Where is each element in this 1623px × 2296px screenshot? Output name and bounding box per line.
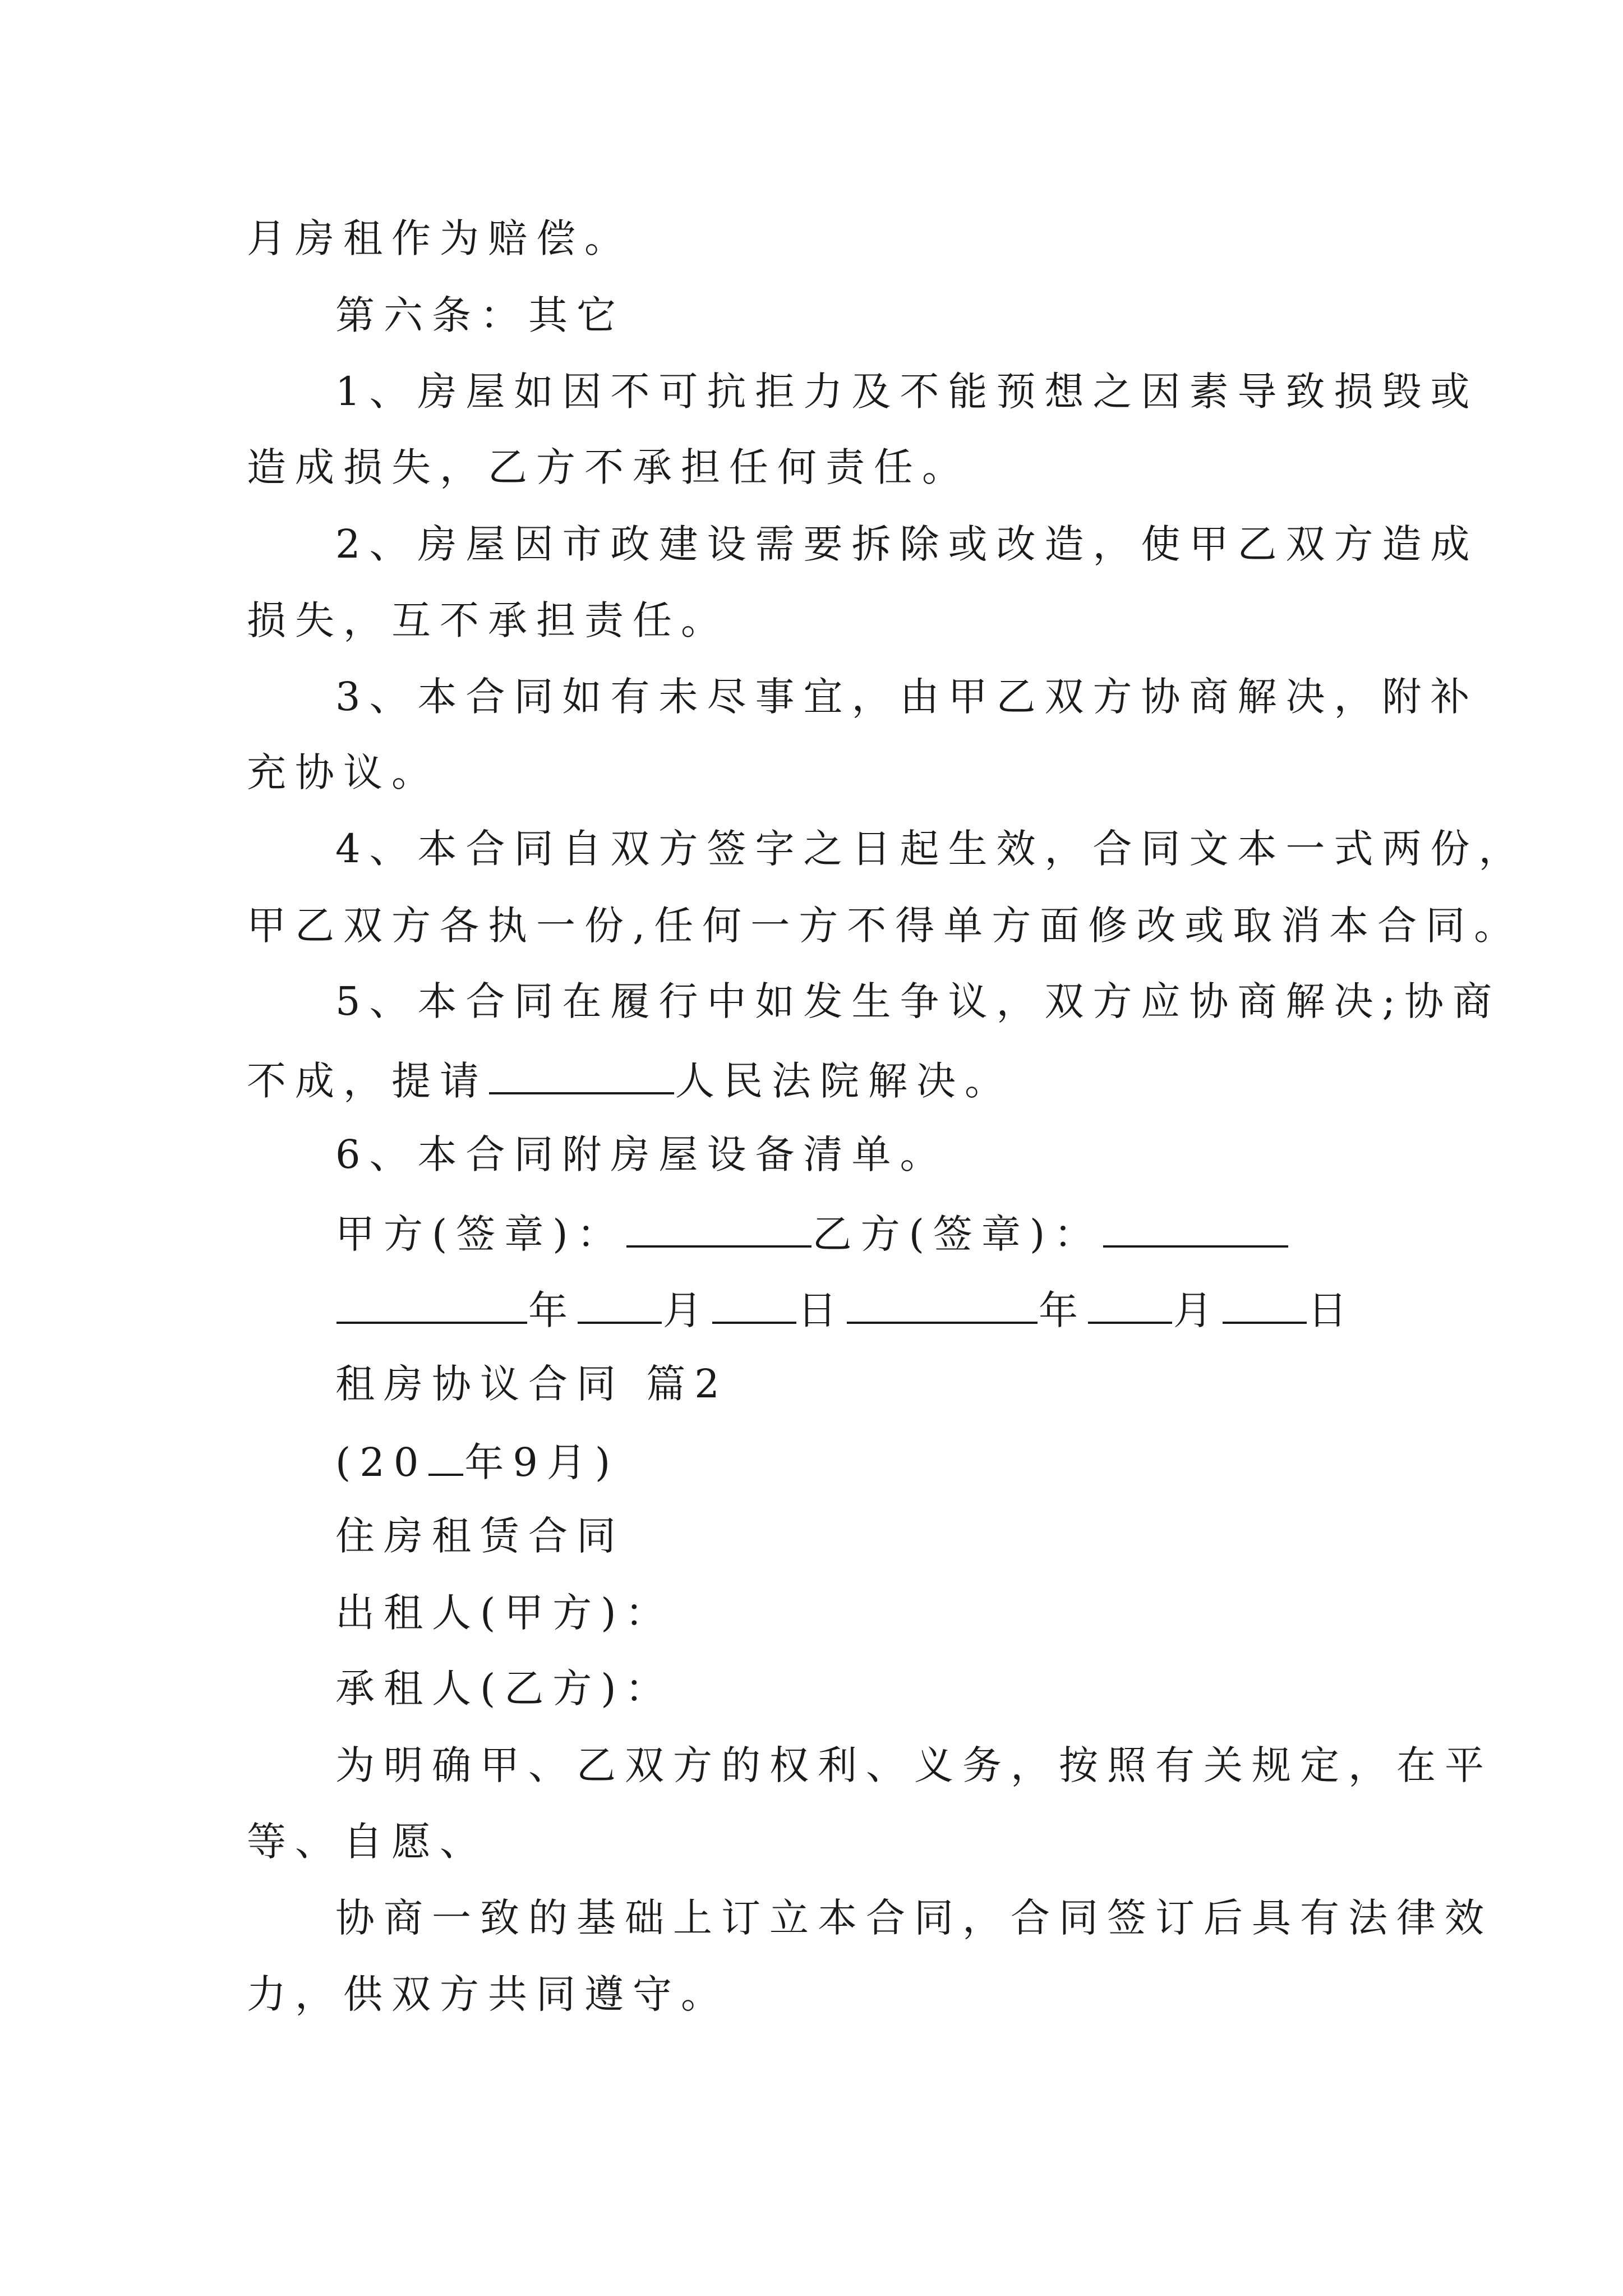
clause-1: 1、房屋如因不可抗拒力及不能预想之因素导致损毁或	[335, 369, 1479, 415]
clause-2-cont: 损失，互不承担责任。	[247, 597, 729, 643]
clause-3: 3、本合同如有未尽事宜，由甲乙双方协商解决，附补	[335, 674, 1479, 720]
clause-2: 2、房屋因市政建设需要拆除或改造，使甲乙双方造成	[335, 521, 1479, 567]
preamble-1-cont: 等、自愿、	[247, 1819, 488, 1865]
year-label-b: 年	[1039, 1287, 1087, 1333]
month-blank-a	[578, 1288, 662, 1324]
clause-5-cont	[247, 1058, 1013, 1104]
party-b-sign-label: 乙方(签章)：	[812, 1211, 1103, 1257]
month-label-b: 月	[1173, 1287, 1221, 1333]
clause-6: 6、本合同附房屋设备清单。	[335, 1131, 948, 1177]
contract-date-b: 年9月)	[464, 1439, 620, 1485]
clause-5-text-a: 不成，提请	[247, 1058, 488, 1104]
contract-date-a: (20	[335, 1439, 428, 1485]
clause-1-cont: 造成损失，乙方不承担任何责任。	[247, 444, 970, 490]
party-a-sign-label: 甲方(签章)：	[335, 1211, 625, 1257]
date-line	[335, 1287, 1356, 1333]
clause-3-cont: 充协议。	[247, 749, 440, 795]
clause-5: 5、本合同在履行中如发生争议，双方应协商解决;协商	[335, 978, 1501, 1024]
lessor-label: 出租人(甲方)：	[335, 1590, 674, 1636]
party-b-sign-blank	[1103, 1212, 1288, 1248]
day-blank-a	[712, 1288, 796, 1324]
signature-line	[335, 1211, 1289, 1257]
contract-title: 租房协议合同 篇2	[335, 1361, 728, 1407]
day-blank-b	[1223, 1288, 1307, 1324]
day-label-a: 日	[797, 1287, 846, 1333]
contract-date	[335, 1439, 620, 1485]
party-a-sign-blank	[626, 1212, 811, 1248]
preamble-2: 协商一致的基础上订立本合同，合同签订后具有法律效	[335, 1895, 1493, 1941]
contract-subtitle: 住房租赁合同	[335, 1513, 625, 1559]
clause-5-text-b: 人民法院解决。	[675, 1058, 1013, 1104]
lessee-label: 承租人(乙方)：	[335, 1665, 674, 1711]
clause-4-cont: 甲乙双方各执一份,任何一方不得单方面修改或取消本合同。	[247, 903, 1523, 949]
section-heading: 第六条：其它	[335, 292, 625, 338]
court-name-blank	[489, 1059, 674, 1094]
preamble-1: 为明确甲、乙双方的权利、义务，按照有关规定，在平	[335, 1742, 1493, 1788]
clause-4: 4、本合同自双方签字之日起生效，合同文本一式两份，	[335, 826, 1527, 872]
year-label-a: 年	[528, 1287, 577, 1333]
contract-year-blank	[428, 1440, 463, 1476]
year-blank-a	[336, 1288, 527, 1324]
year-blank-b	[847, 1288, 1038, 1324]
preamble-2-cont: 力，供双方共同遵守。	[247, 1971, 729, 2017]
text-line: 月房租作为赔偿。	[247, 215, 633, 261]
day-label-b: 日	[1308, 1287, 1356, 1333]
month-label-a: 月	[663, 1287, 711, 1333]
month-blank-b	[1088, 1288, 1172, 1324]
